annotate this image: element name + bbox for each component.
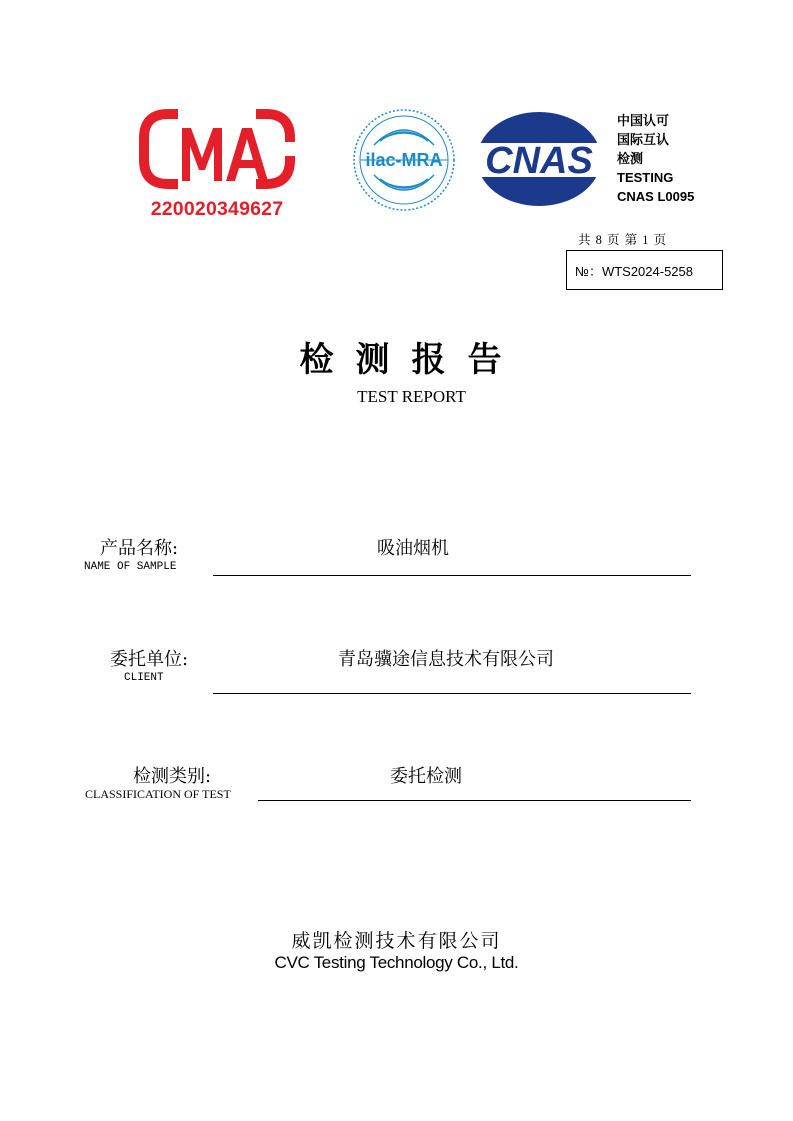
accreditation-line: CNAS L0095 — [617, 189, 695, 204]
classification-label-en: CLASSIFICATION OF TEST — [85, 787, 231, 801]
cnas-text: CNAS — [485, 140, 593, 182]
report-title-en: TEST REPORT — [357, 387, 466, 406]
client-label-cn: 委托单位: — [110, 649, 189, 670]
report-number: №：WTS2024-5258 — [575, 263, 693, 279]
accreditation-line: 国际互认 — [617, 132, 670, 147]
accreditation-line: 中国认可 — [617, 113, 670, 128]
accreditation-line: TESTING — [617, 170, 674, 185]
sample-name-label-cn: 产品名称: — [100, 538, 179, 559]
company-name-cn: 威凯检测技术有限公司 — [291, 930, 502, 952]
cnas-logo — [475, 110, 603, 208]
classification-underline — [258, 800, 691, 801]
accreditation-text — [617, 111, 694, 206]
ilac-text: ilac-MRA — [365, 150, 443, 170]
classification-label-cn: 检测类别: — [133, 766, 212, 787]
client-underline — [213, 693, 691, 694]
accreditation-line: 检测 — [617, 151, 644, 166]
sample-name-underline — [213, 575, 691, 576]
cma-logo — [138, 108, 296, 224]
client-value: 青岛骥途信息技术有限公司 — [338, 649, 554, 670]
cnas-mark-icon — [475, 110, 603, 208]
sample-name-label-en: NAME OF SAMPLE — [84, 561, 177, 573]
classification-value: 委托检测 — [390, 766, 462, 787]
client-label-en: CLIENT — [124, 672, 164, 684]
report-title-cn: 检测报告 — [299, 340, 524, 380]
ilac-mra-logo — [350, 105, 458, 215]
ilac-globe-icon — [350, 105, 458, 215]
cma-mark-icon — [138, 108, 296, 200]
cma-number: 220020349627 — [150, 198, 284, 220]
report-number-box — [566, 250, 723, 290]
page-count: 共 8 页 第 1 页 — [578, 233, 668, 247]
company-name-en: CVC Testing Technology Co., Ltd. — [274, 953, 519, 972]
sample-name-value: 吸油烟机 — [377, 538, 449, 559]
